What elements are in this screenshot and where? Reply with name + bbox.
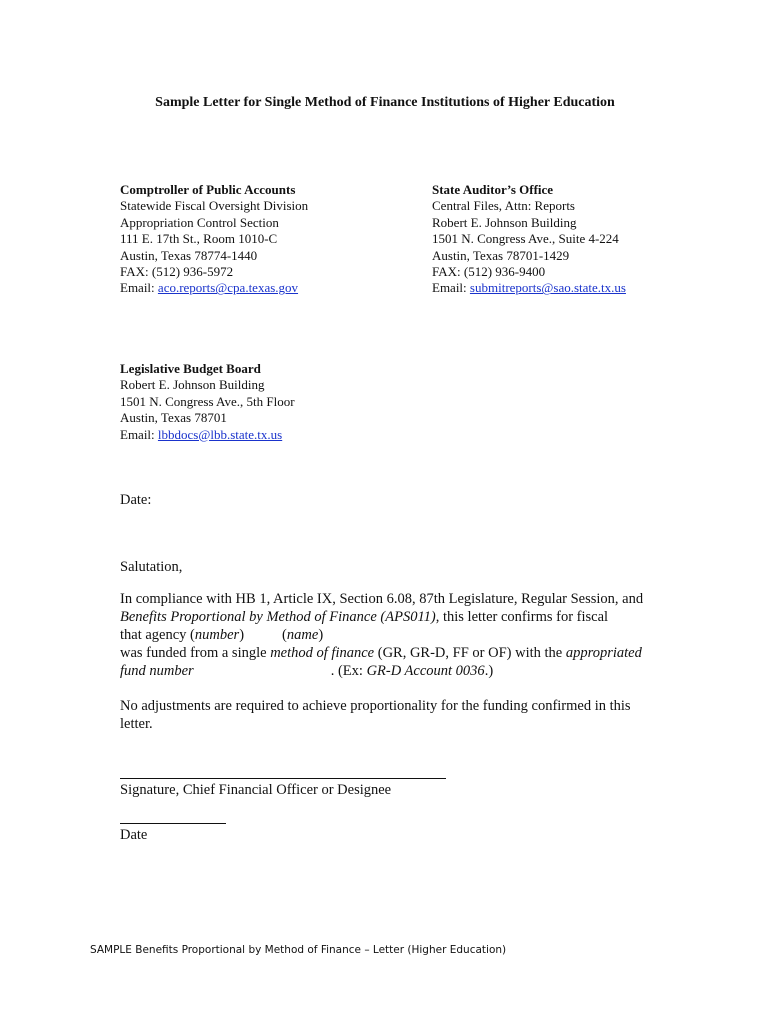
date-signature-line[interactable] <box>120 823 226 824</box>
lbb-line3: Austin, Texas 78701 <box>120 410 227 426</box>
auditor-fax: FAX: (512) 936-9400 <box>432 264 546 280</box>
para2-line2: letter. <box>120 716 153 732</box>
comptroller-address-block <box>120 182 308 297</box>
comptroller-line2: Appropriation Control Section <box>120 214 279 230</box>
signature-line[interactable] <box>120 778 446 779</box>
para1-line5 <box>120 662 643 680</box>
compliance-paragraph <box>120 590 643 680</box>
auditor-email-link[interactable]: submitreports@sao.state.tx.us <box>469 280 626 296</box>
example-account: GR-D Account 0036 <box>366 663 485 679</box>
para1-line5-a: . (Ex: <box>330 663 367 679</box>
comptroller-line3: 111 E. 17th St., Room 1010-C <box>120 231 278 247</box>
date-label: Date: <box>120 492 152 508</box>
agency-name-placeholder: name <box>286 627 319 643</box>
comptroller-line4: Austin, Texas 78774-1440 <box>120 247 258 263</box>
agency-number-placeholder: number <box>194 627 240 643</box>
appropriated-text: appropriated <box>565 645 642 661</box>
para1-line3-d: ) <box>318 627 324 643</box>
comptroller-email-link[interactable]: aco.reports@cpa.texas.gov <box>157 280 299 296</box>
lbb-email-link[interactable]: lbbdocs@lbb.state.tx.us <box>157 426 283 442</box>
lbb-email-label: Email: <box>120 426 158 442</box>
auditor-line3: 1501 N. Congress Ave., Suite 4-224 <box>432 231 619 247</box>
date-signature-label: Date <box>120 827 148 843</box>
comptroller-email-row <box>120 280 308 296</box>
para1-line1: In compliance with HB 1, Article IX, Section 6.08, 87th Legislature, Regular Session, and <box>120 591 644 607</box>
proportionality-paragraph <box>120 697 631 733</box>
auditor-line4: Austin, Texas 78701-1429 <box>432 247 570 263</box>
auditor-line2: Robert E. Johnson Building <box>432 214 577 230</box>
page-footer: SAMPLE Benefits Proportional by Method of Finance – Letter (Higher Education) <box>90 944 507 956</box>
lbb-address-block <box>120 361 295 443</box>
para1-line2 <box>120 608 643 626</box>
para1-line4-b: (GR, GR-D, FF or OF) with the <box>374 645 566 661</box>
method-of-finance-text: method of finance <box>270 645 375 661</box>
comptroller-heading: Comptroller of Public Accounts <box>120 182 296 197</box>
para1-line4-a: was funded from a single <box>120 645 271 661</box>
lbb-email-row <box>120 427 295 443</box>
report-title: Benefits Proportional by Method of Finance (APS011) <box>120 609 436 625</box>
salutation: Salutation, <box>120 559 183 575</box>
para1-line4 <box>120 644 643 662</box>
para1-line3-b: ) <box>239 627 245 643</box>
para1-line3-c: ( <box>282 627 287 643</box>
comptroller-email-label: Email: <box>120 280 158 296</box>
lbb-line1: Robert E. Johnson Building <box>120 377 265 393</box>
lbb-heading: Legislative Budget Board <box>120 361 261 376</box>
lbb-line2: 1501 N. Congress Ave., 5th Floor <box>120 393 295 409</box>
signature-label: Signature, Chief Financial Officer or Designee <box>120 782 392 798</box>
page-title: Sample Letter for Single Method of Finance Institutions of Higher Education <box>155 95 615 110</box>
auditor-heading: State Auditor’s Office <box>432 182 554 197</box>
fund-number-placeholder: fund number <box>120 663 194 679</box>
auditor-address-block <box>432 182 626 297</box>
auditor-email-label: Email: <box>432 280 470 296</box>
para1-line3-a: that agency ( <box>120 627 195 643</box>
para2-line1: No adjustments are required to achieve proportionality for the funding confirmed in this <box>120 698 631 714</box>
auditor-line1: Central Files, Attn: Reports <box>432 198 575 214</box>
para1-line3 <box>120 626 643 644</box>
comptroller-fax: FAX: (512) 936-5972 <box>120 264 234 280</box>
para1-line2-rest: , this letter confirms for fiscal <box>435 609 609 625</box>
comptroller-line1: Statewide Fiscal Oversight Division <box>120 198 309 214</box>
auditor-email-row <box>432 280 626 296</box>
para1-line5-b: .) <box>484 663 494 679</box>
